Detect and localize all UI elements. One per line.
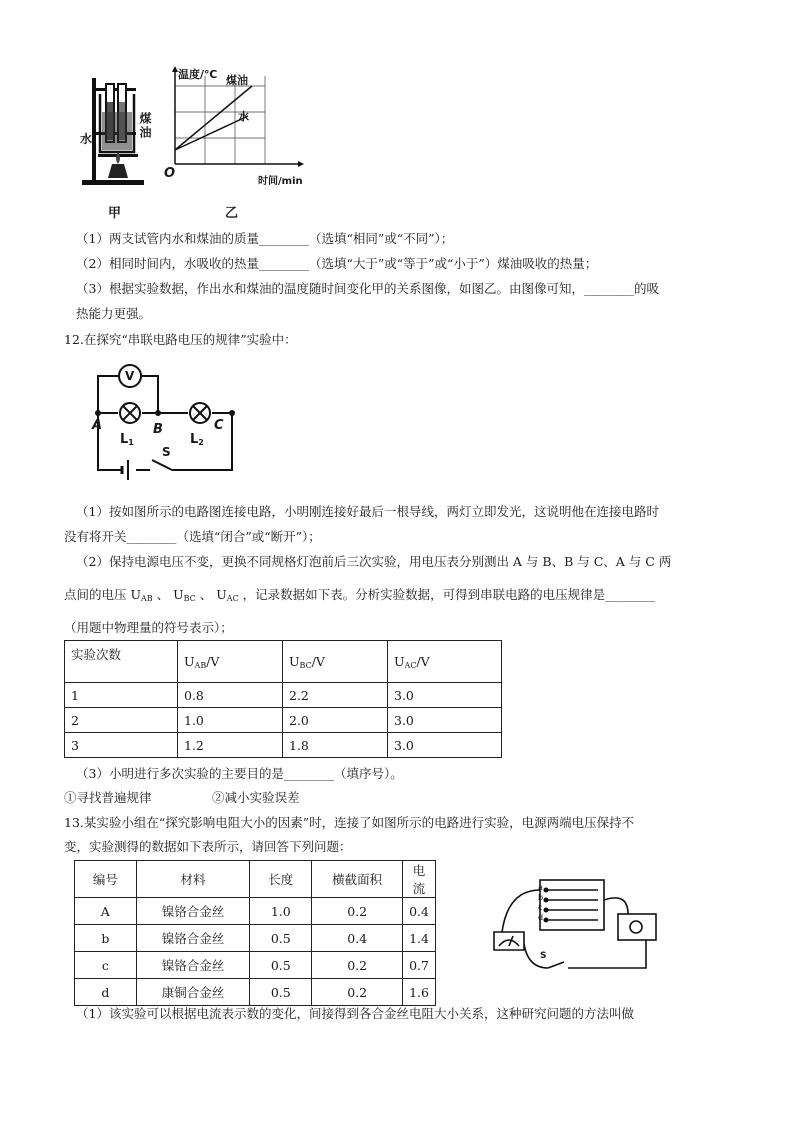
table-cell: 1 xyxy=(65,683,178,708)
q12-option-2: ②减小实验误差 xyxy=(212,790,300,805)
q12-title: 12.在探究“串联电路电压的规律”实验中： xyxy=(64,332,297,347)
q11-line-4: 热能力更强。 xyxy=(76,306,152,321)
table-cell: 0.5 xyxy=(250,952,312,979)
q13-wire-a-label: a xyxy=(538,883,543,892)
circuit-lamp-l1-label: $L_1$ xyxy=(120,432,134,447)
circuit-lamp-l2-label: $L_2$ xyxy=(190,432,204,447)
table-cell: 0.5 xyxy=(250,925,312,952)
table-cell: 1.4 xyxy=(403,925,436,952)
table-cell: 2.2 xyxy=(283,683,388,708)
q13-switch-s: S xyxy=(540,951,547,961)
table-cell: 0.7 xyxy=(403,952,436,979)
table-row xyxy=(75,925,436,952)
q13-data-table xyxy=(74,860,436,1006)
q13-p1: （1）该实验可以根据电流表示数的变化，间接得到各合金丝电阻大小关系，这种研究问题的方法叫做 xyxy=(76,1006,634,1021)
table-cell: 0.2 xyxy=(312,952,403,979)
table-cell: 镍铬合金丝 xyxy=(136,952,250,979)
caption-jia: 甲 xyxy=(108,206,122,221)
table-cell: 康铜合金丝 xyxy=(136,979,250,1006)
table-cell: 2 xyxy=(65,708,178,733)
q13-wire-b-label: b xyxy=(538,893,544,902)
table-row xyxy=(75,898,436,925)
table-row xyxy=(65,733,502,758)
table-cell: 3.0 xyxy=(388,708,502,733)
circuit-switch-s: S xyxy=(162,445,171,459)
table-cell: 镍铬合金丝 xyxy=(136,925,250,952)
header-uac: $U_{AC}/V$ xyxy=(388,641,502,683)
table-cell: 0.5 xyxy=(250,979,312,1006)
table-cell: 0.4 xyxy=(403,898,436,925)
q11-line-2: （2）相同时间内，水吸收的热量________（选填“大于”或“等于”或“小于”）煤油吸收的热量； xyxy=(76,256,598,271)
q13-wire-d-label: d xyxy=(538,913,544,922)
table-cell: 0.2 xyxy=(312,898,403,925)
q12-option-1: ①寻找普遍规律 xyxy=(64,790,152,805)
table-header-row xyxy=(65,641,502,683)
yi-ylabel: 温度/℃ xyxy=(178,68,218,81)
q12-p3: （3）小明进行多次实验的主要目的是________（填序号）。 xyxy=(76,766,403,781)
table-cell: 1.0 xyxy=(178,708,283,733)
header-current: 电流 xyxy=(403,861,436,898)
caption-yi: 乙 xyxy=(225,206,239,221)
yi-origin: O xyxy=(164,166,176,181)
q12-p1-line-a: （1）按如图所示的电路图连接电路，小明刚连接好最后一根导线，两灯立即发光，这说明他在连接电路时 xyxy=(76,504,659,519)
table-header-row xyxy=(75,861,436,898)
q13-circuit-illustration xyxy=(488,872,668,982)
table-row xyxy=(65,683,502,708)
table-cell: 镍铬合金丝 xyxy=(136,898,250,925)
table-cell: 3 xyxy=(65,733,178,758)
table-cell: 1.0 xyxy=(250,898,312,925)
table-cell: 1.6 xyxy=(403,979,436,1006)
table-cell: 3.0 xyxy=(388,733,502,758)
q11-line-3: （3）根据实验数据，作出水和煤油的温度随时间变化甲的关系图像，如图乙。由图像可知，________的吸 xyxy=(76,281,659,296)
label-oil-jia: 煤油 xyxy=(138,112,152,140)
table-cell: b xyxy=(75,925,137,952)
header-area: 横截面积 xyxy=(312,861,403,898)
header-material: 材料 xyxy=(136,861,250,898)
q13-line-1: 13.某实验小组在“探究影响电阻大小的因素”时，连接了如图所示的电路进行实验，电源两端电压保持不 xyxy=(64,815,635,830)
table-cell: d xyxy=(75,979,137,1006)
header-ubc: $U_{BC}/V$ xyxy=(283,641,388,683)
header-id: 编号 xyxy=(75,861,137,898)
table-cell: 1.8 xyxy=(283,733,388,758)
q12-p2-line-c: （用题中物理量的符号表示）； xyxy=(64,620,233,635)
q12-data-table xyxy=(64,640,502,758)
header-trial: 实验次数 xyxy=(65,641,178,683)
circuit-meter-v: V xyxy=(125,369,135,383)
circuit-node-a: A xyxy=(92,418,103,433)
yi-series-oil-label: 煤油 xyxy=(226,74,248,87)
q12-p2-line-b: 点间的电压 $U_{AB}$ 、 $U_{BC}$ 、 $U_{AC}$ ，记录数据如下表。分析实验数据，可得到串联电路的电压规律是________ xyxy=(64,587,656,603)
header-length: 长度 xyxy=(250,861,312,898)
circuit-node-c: C xyxy=(214,418,224,433)
table-cell: 3.0 xyxy=(388,683,502,708)
circuit-node-b: B xyxy=(153,422,163,437)
q13-wire-c-label: c xyxy=(538,903,543,912)
table-cell: 0.4 xyxy=(312,925,403,952)
q12-p2-line-a: （2）保持电源电压不变，更换不同规格灯泡前后三次实验，用电压表分别测出 A 与 B、B 与 C、A 与 C 两 xyxy=(76,554,672,569)
table-cell: 2.0 xyxy=(283,708,388,733)
table-cell: c xyxy=(75,952,137,979)
table-cell: 0.2 xyxy=(312,979,403,1006)
q13-line-2: 变，实验测得的数据如下表所示，请回答下列问题： xyxy=(64,839,352,854)
header-uab: $U_{AB}/V$ xyxy=(178,641,283,683)
table-cell: 1.2 xyxy=(178,733,283,758)
yi-series-water-label: 水 xyxy=(238,110,249,123)
label-water-jia: 水 xyxy=(80,132,93,146)
table-row xyxy=(75,979,436,1006)
table-row xyxy=(65,708,502,733)
yi-xlabel: 时间/min xyxy=(258,176,303,187)
q12-p1-line-b: 没有将开关________（选填“闭合”或“断开”）； xyxy=(64,529,321,544)
q11-line-1: （1）两支试管内水和煤油的质量________（选填“相同”或“不同”）； xyxy=(76,231,454,246)
resistance-circuit-svg xyxy=(488,872,668,982)
table-cell: 0.8 xyxy=(178,683,283,708)
table-row xyxy=(75,952,436,979)
table-cell: A xyxy=(75,898,137,925)
